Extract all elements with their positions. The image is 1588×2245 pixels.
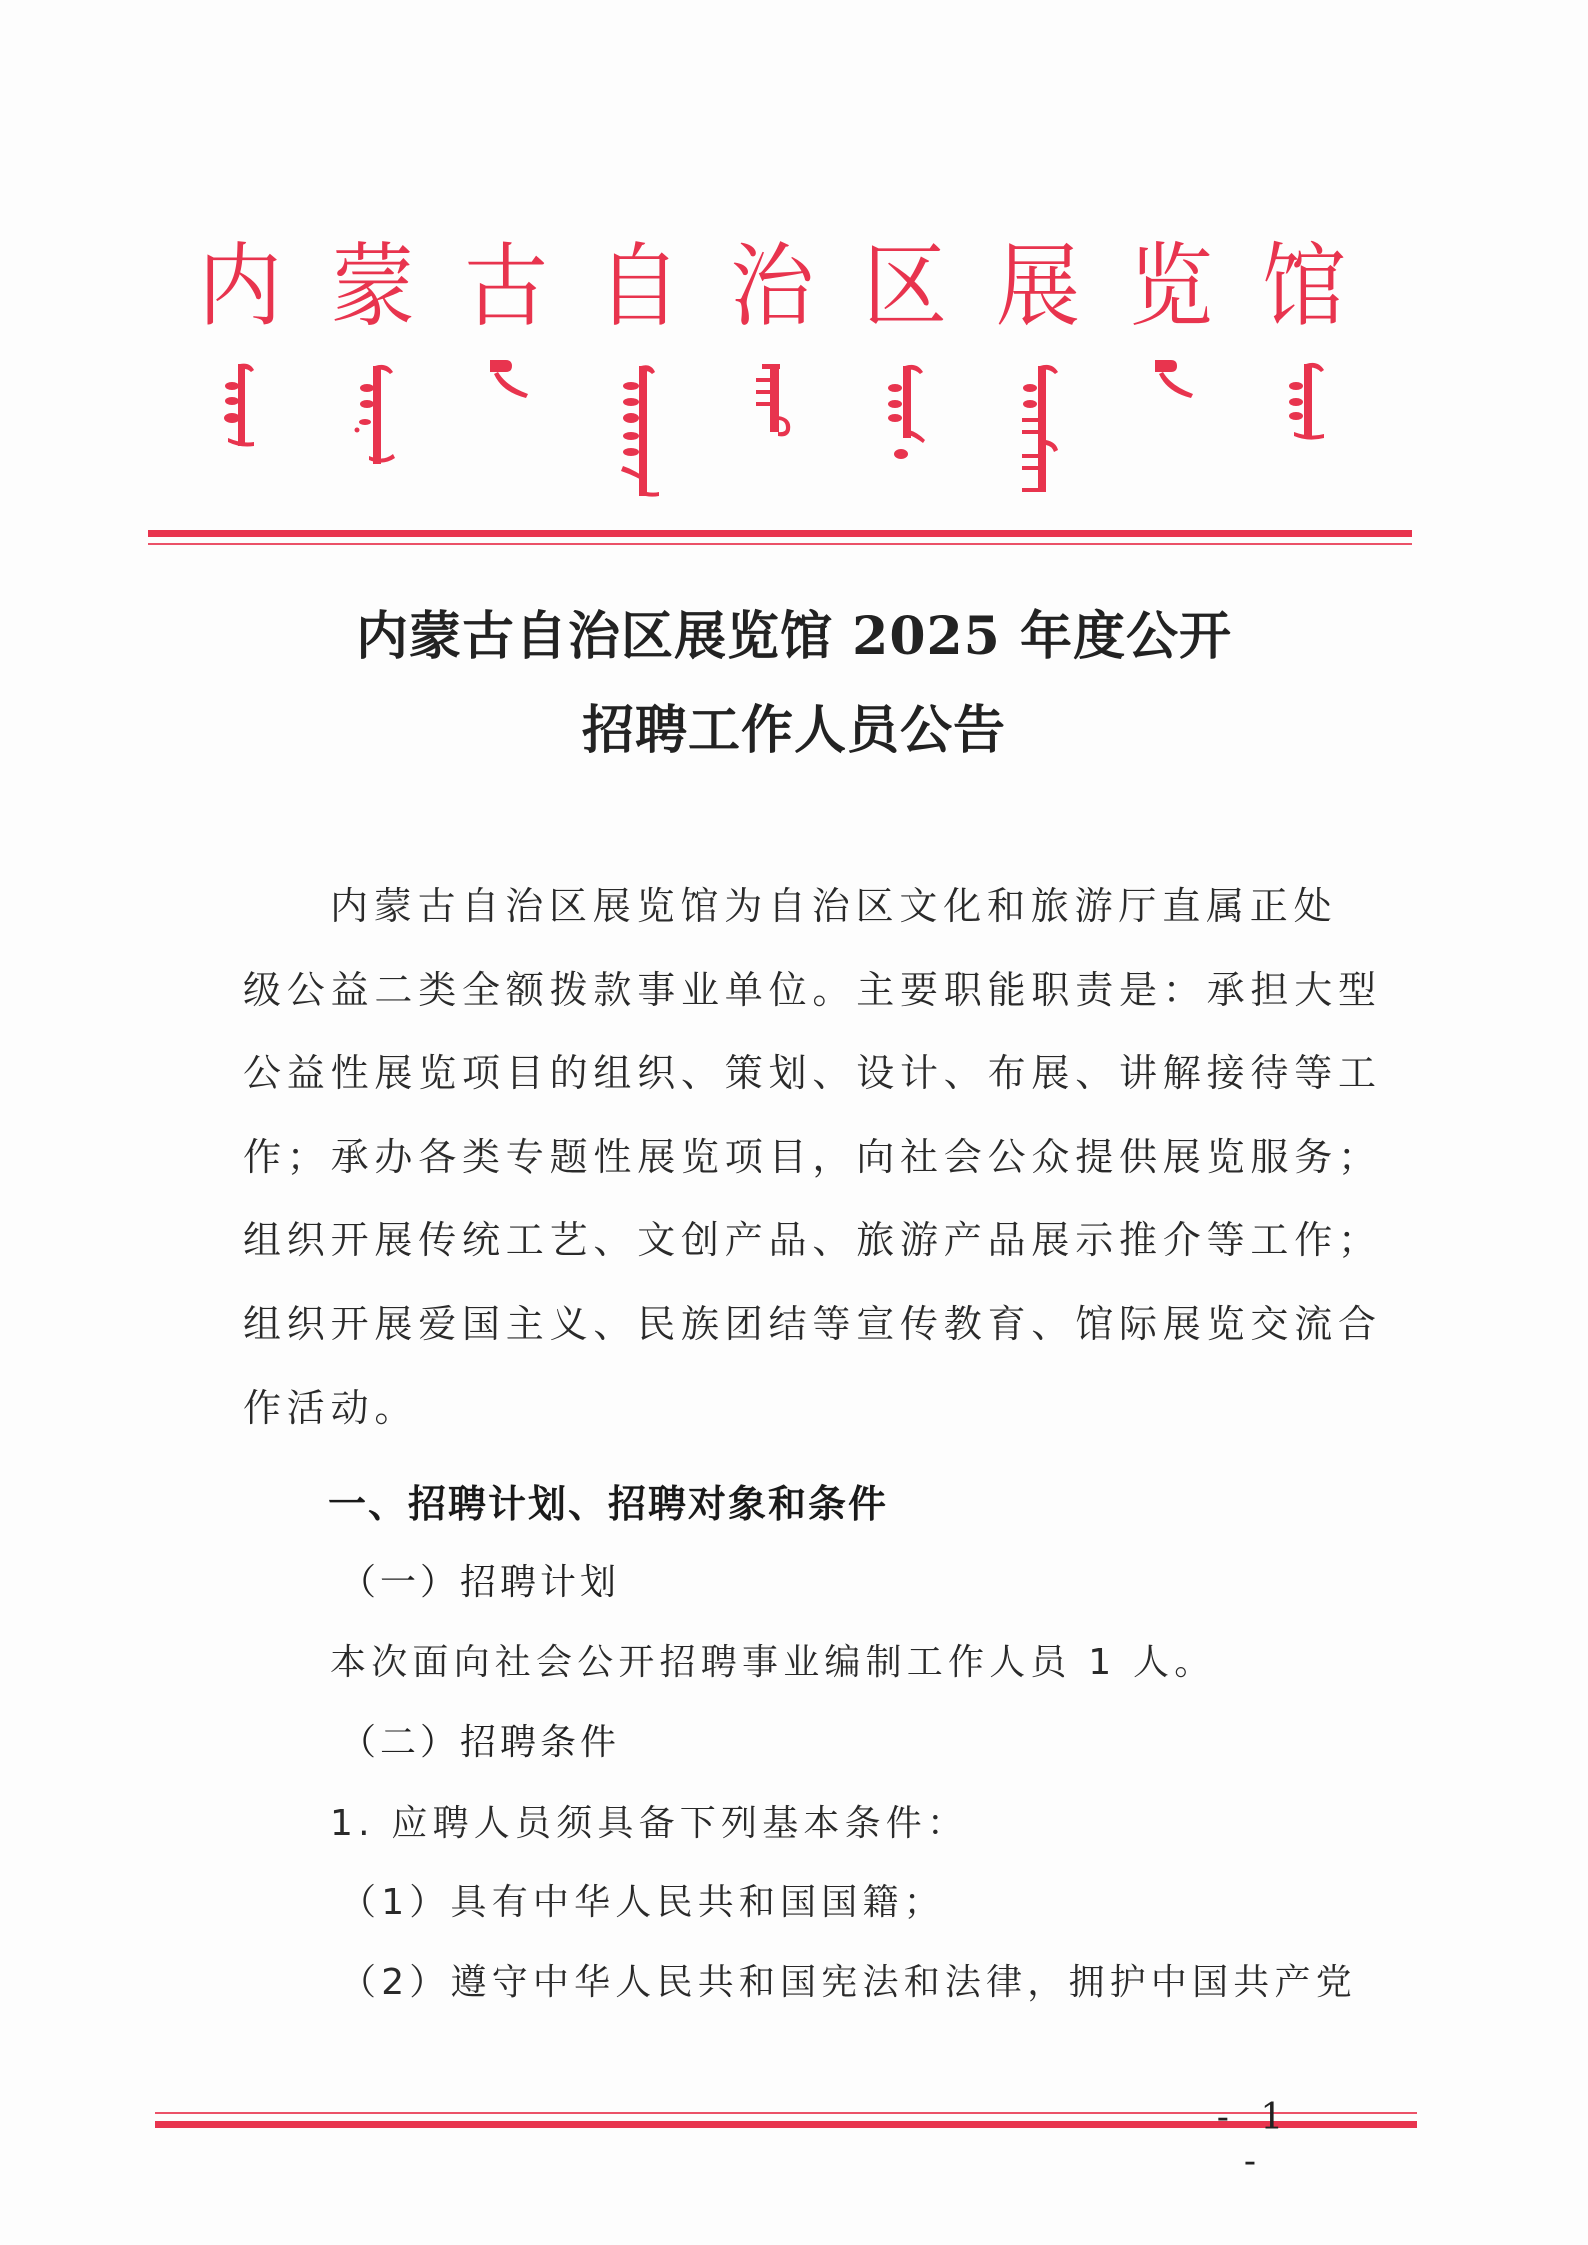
masthead-char: 自 [596,233,681,339]
masthead-chinese [190,233,1380,339]
masthead-char: 展 [995,233,1080,339]
mongolian-word-icon [323,356,423,506]
document-title-line1: 内蒙古自治区展览馆 2025 年度公开 [356,606,1232,667]
mongolian-word-icon [855,356,955,506]
intro-line: 级公益二类全额拨款事业单位。主要职能职责是：承担大型 [243,968,1382,1012]
intro-line: 组织开展传统工艺、文创产品、旅游产品展示推介等工作； [243,1218,1382,1262]
masthead-char: 馆 [1261,233,1346,339]
mongolian-word-icon [190,356,290,506]
intro-line: 作活动。 [243,1386,419,1430]
mongolian-word-icon [456,356,556,506]
mongolian-word-icon [589,356,689,506]
page-number: - 1 - [1216,2097,1294,2182]
section-heading: 一、招聘计划、招聘对象和条件 [328,1482,889,1526]
header-thick-rule [148,530,1412,537]
condition-item: （1）具有中华人民共和国国籍； [340,1882,945,1923]
intro-line: 内蒙古自治区展览馆为自治区文化和旅游厅直属正处 [330,884,1338,928]
intro-line: 公益性展览项目的组织、策划、设计、布展、讲解接待等工 [243,1051,1382,1095]
condition-item: （2）遵守中华人民共和国宪法和法律，拥护中国共产党 [340,1962,1357,2003]
document-title-line2: 招聘工作人员公告 [581,700,1006,761]
masthead-char: 览 [1128,233,1213,339]
intro-line: 组织开展爱国主义、民族团结等宣传教育、馆际展览交流合 [243,1302,1382,1346]
conditions-intro: 1. 应聘人员须具备下列基本条件： [330,1803,969,1844]
mongolian-word-icon [1254,356,1354,506]
masthead-char: 治 [729,233,814,339]
mongolian-word-icon [988,356,1088,506]
header-thin-rule [148,543,1412,545]
mongolian-word-icon [722,356,822,506]
subsection-heading-plan: （一）招聘计划 [340,1562,621,1603]
masthead-char: 内 [197,233,282,339]
intro-line: 作；承办各类专题性展览项目，向社会公众提供展览服务； [243,1135,1382,1179]
masthead-char: 区 [862,233,947,339]
masthead-char: 蒙 [330,233,415,339]
masthead-mongolian [190,356,1380,506]
mongolian-word-icon [1121,356,1221,506]
recruitment-plan-text: 本次面向社会公开招聘事业编制工作人员 1 人。 [330,1642,1216,1683]
subsection-heading-conditions: （二）招聘条件 [340,1722,621,1763]
masthead-char: 古 [463,233,548,339]
